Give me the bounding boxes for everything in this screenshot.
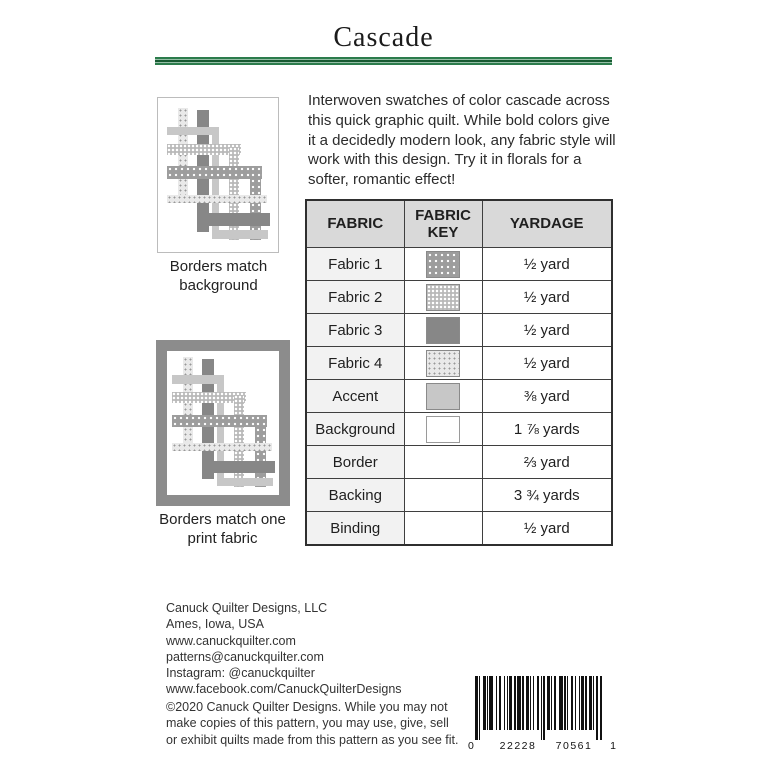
fabric-name-cell: Border	[306, 446, 404, 479]
quilt-thumbnail-print-borders	[156, 340, 290, 506]
barcode-bar	[585, 676, 586, 730]
barcode-digit-group: 22228	[499, 740, 537, 752]
contact-block	[166, 600, 402, 698]
page-title: Cascade	[333, 22, 434, 53]
yardage-cell: ½ yard	[482, 512, 612, 546]
barcode-bar	[475, 676, 478, 740]
fabric-key-cell	[404, 314, 482, 347]
fabric-name-cell: Fabric 1	[306, 248, 404, 281]
barcode-bar	[564, 676, 565, 730]
quilt-strip	[202, 461, 274, 474]
fabric-key-cell	[404, 281, 482, 314]
barcode-bar	[537, 676, 540, 730]
barcode-bar	[533, 676, 534, 730]
barcode-bar	[517, 676, 521, 730]
barcode-bar	[483, 676, 486, 730]
table-row	[306, 248, 612, 281]
barcode-bar	[547, 676, 550, 730]
quilt-diagram	[164, 104, 272, 246]
fabric-swatch	[426, 284, 460, 311]
quilt-strip	[229, 147, 239, 241]
table-row	[306, 380, 612, 413]
barcode-bar	[567, 676, 568, 730]
yardage-cell: 3 ¾ yards	[482, 479, 612, 512]
fabric-name-cell: Fabric 2	[306, 281, 404, 314]
barcode-bar	[596, 676, 599, 740]
barcode-bar	[487, 676, 488, 730]
barcode-bar	[499, 676, 502, 730]
barcode-bar	[489, 676, 493, 730]
table-header-row	[306, 200, 612, 248]
fabric-key-cell	[404, 413, 482, 446]
fabric-name-cell: Binding	[306, 512, 404, 546]
barcode-bar	[509, 676, 512, 730]
barcode-bar	[571, 676, 574, 730]
thumbnail-caption: Borders match background	[169, 258, 268, 294]
barcode-bar	[530, 676, 531, 730]
quilt-thumbnail-background-borders	[157, 97, 279, 253]
fabric-key-cell	[404, 479, 482, 512]
yardage-cell: ½ yard	[482, 314, 612, 347]
quilt-strip	[172, 415, 267, 428]
barcode-bar	[593, 676, 594, 730]
quilt-diagram	[169, 353, 277, 493]
contact-line: Instagram: @canuckquilter	[166, 666, 315, 680]
table-row	[306, 413, 612, 446]
header-fabric: FABRIC	[306, 200, 404, 248]
barcode-bar	[551, 676, 552, 730]
barcode-bar	[589, 676, 592, 730]
barcode-bars	[475, 676, 611, 740]
fabric-key-cell	[404, 248, 482, 281]
barcode-bar	[541, 676, 542, 740]
fabric-swatch	[426, 416, 460, 443]
contact-line: www.canuckquilter.com	[166, 633, 296, 648]
fabric-swatch	[426, 251, 460, 278]
fabric-swatch	[426, 350, 460, 377]
quilt-strip	[167, 166, 262, 179]
contact-line: patterns@canuckquilter.com	[166, 649, 324, 664]
contact-line: Canuck Quilter Designs, LLC	[166, 601, 328, 615]
yardage-cell: ½ yard	[482, 281, 612, 314]
table-row	[306, 446, 612, 479]
barcode-bar	[479, 676, 480, 740]
fabric-swatch	[426, 317, 460, 344]
barcode-digit-group: 70561	[555, 740, 593, 752]
quilt-strip	[234, 395, 244, 487]
barcode-bar	[504, 676, 505, 730]
yardage-table	[305, 199, 613, 546]
table-row	[306, 347, 612, 380]
quilt-strip	[167, 195, 266, 204]
barcode-bar	[526, 676, 529, 730]
yardage-cell: ½ yard	[482, 347, 612, 380]
fabric-key-cell	[404, 347, 482, 380]
quilt-strip	[212, 230, 268, 239]
barcode-digits	[468, 739, 616, 752]
quilt-strip	[172, 443, 271, 451]
pattern-description: Interwoven swatches of color cascade across this quick graphic quilt. While bold colors give it a decidedly modern look, any fabric style will work with this design. Try it in florals for a softer, romantic effect!	[308, 92, 616, 189]
quilt-strip	[255, 415, 266, 488]
table-row	[306, 314, 612, 347]
fabric-name-cell: Backing	[306, 479, 404, 512]
yardage-cell: ⅔ yard	[482, 446, 612, 479]
yardage-cell: ⅜ yard	[482, 380, 612, 413]
fabric-name-cell: Fabric 4	[306, 347, 404, 380]
fabric-swatch	[426, 383, 460, 410]
header-yardage: YARDAGE	[482, 200, 612, 248]
header-fabric-key: FABRIC KEY	[404, 200, 482, 248]
thumbnail-caption: Borders match one print fabric	[159, 511, 286, 547]
barcode-digit-group: 1	[610, 740, 616, 752]
yardage-cell: 1 ⅞ yards	[482, 413, 612, 446]
barcode-bar	[496, 676, 497, 730]
barcode-bar	[600, 676, 603, 740]
barcode-bar	[543, 676, 544, 740]
yardage-cell: ½ yard	[482, 248, 612, 281]
quilt-strip	[217, 478, 273, 486]
fabric-key-cell	[404, 512, 482, 546]
fabric-key-cell	[404, 380, 482, 413]
barcode-bar	[559, 676, 563, 730]
table-row	[306, 512, 612, 546]
fabric-name-cell: Fabric 3	[306, 314, 404, 347]
barcode-bar	[514, 676, 515, 730]
upc-barcode	[468, 674, 616, 752]
barcode-bar	[554, 676, 557, 730]
barcode-bar	[575, 676, 576, 730]
barcode-bar	[579, 676, 580, 730]
barcode-bar	[581, 676, 584, 730]
green-divider-rule	[155, 57, 612, 65]
copyright-notice: ©2020 Canuck Quilter Designs. While you may not make copies of this pattern, you may use, give, sell or exhibit quilts made from this pattern as you see fit.	[166, 700, 459, 747]
quilt-strip	[197, 213, 269, 226]
table-row	[306, 479, 612, 512]
fabric-name-cell: Accent	[306, 380, 404, 413]
contact-line: Ames, Iowa, USA	[166, 617, 264, 632]
barcode-bar	[507, 676, 508, 730]
fabric-name-cell: Background	[306, 413, 404, 446]
barcode-bar	[522, 676, 523, 730]
fabric-key-cell	[404, 446, 482, 479]
table-row	[306, 281, 612, 314]
contact-line: www.facebook.com/CanuckQuilterDesigns	[166, 682, 402, 697]
barcode-digit-group: 0	[468, 740, 474, 752]
